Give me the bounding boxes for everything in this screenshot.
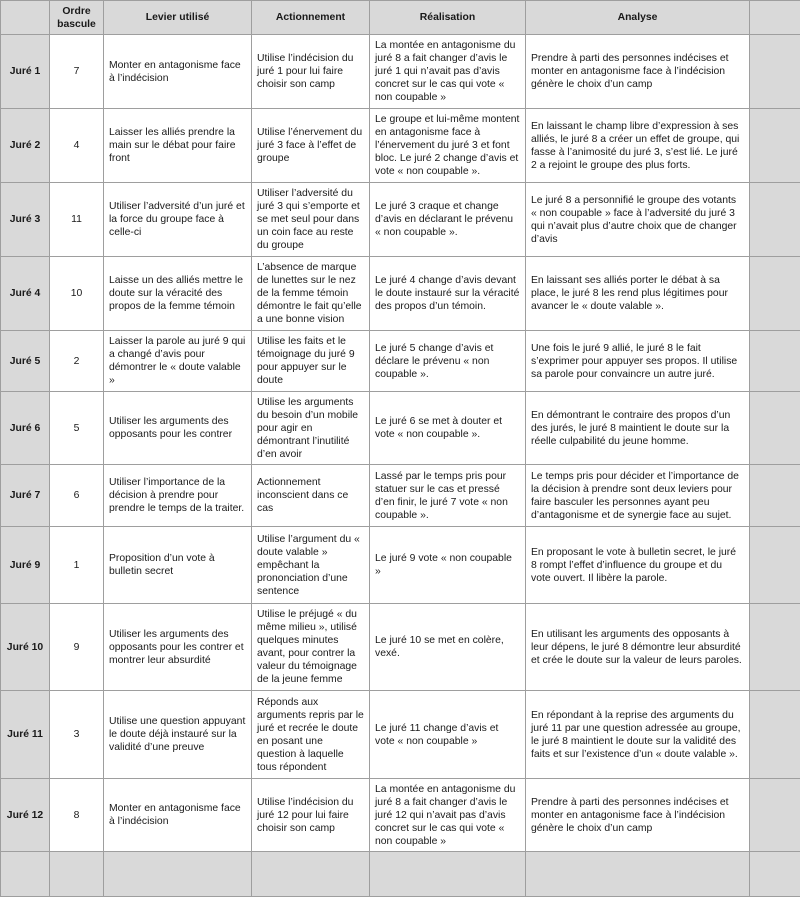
cell-levier: Utiliser l’importance de la décision à prendre pour prendre le temps de la traiter. (104, 465, 252, 527)
cell-ordre: 1 (50, 527, 104, 604)
table-row (1, 109, 800, 183)
cell-actionnement: Utilise le préjugé « du même milieu », utilisé quelques minutes avant, pour contrer la valeur du témoignage de la jeune femme (252, 604, 370, 691)
cell-extra (750, 109, 800, 183)
cell-extra (750, 691, 800, 779)
cell-analyse: Le temps pris pour décider et l’importance de la décision à prendre sont deux leviers pour faire basculer les personnes ayant peu d’antagonisme et de synergie face au sujet. (526, 465, 750, 527)
cell-analyse: Prendre à parti des personnes indécises et monter en antagonisme face à l’indécision génère le choix d’un camp (526, 35, 750, 109)
cell-analyse: En laissant ses alliés porter le débat à sa place, le juré 8 les rend plus légitimes pour avancer le « doute valable ». (526, 257, 750, 331)
cell-analyse: Prendre à parti des personnes indécises et monter en antagonisme face à l’indécision génère le choix d’un camp (526, 779, 750, 852)
cell-levier: Laisse un des alliés mettre le doute sur la véracité des propos de la femme témoin (104, 257, 252, 331)
empty-cell (750, 852, 800, 897)
cell-actionnement: Utilise les arguments du besoin d’un mobile pour agir en démontrant l’inutilité d’en avoir (252, 392, 370, 465)
cell-realisation: La montée en antagonisme du juré 8 a fait changer d’avis le juré 12 qui n’avait pas d’avis concret sur le cas qui vote « non coupable » (370, 779, 526, 852)
cell-levier: Utiliser l’adversité d’un juré et la force du groupe face à celle-ci (104, 183, 252, 257)
cell-ordre: 11 (50, 183, 104, 257)
table-row (1, 691, 800, 779)
cell-ordre: 9 (50, 604, 104, 691)
cell-realisation: Le juré 5 change d’avis et déclare le prévenu « non coupable ». (370, 331, 526, 392)
cell-levier: Monter en antagonisme face à l’indécision (104, 779, 252, 852)
cell-realisation: Le groupe et lui-même montent en antagonisme face à l’énervement du juré 3 et font bloc. Le juré 2 change d’avis et vote « non coupable ». (370, 109, 526, 183)
table-row (1, 465, 800, 527)
table-row (1, 604, 800, 691)
cell-levier: Laisser les alliés prendre la main sur le débat pour faire front (104, 109, 252, 183)
header-ordre: Ordre bascule (50, 1, 104, 35)
cell-actionnement: L’absence de marque de lunettes sur le nez de la femme témoin démontre le fait qu’elle a une bonne vision (252, 257, 370, 331)
cell-analyse: En répondant à la reprise des arguments du juré 11 par une question adressée au groupe, le juré 8 maintient le doute sur la validité des faits et sur l’existence d’un « doute valable ». (526, 691, 750, 779)
cell-levier: Utiliser les arguments des opposants pour les contrer (104, 392, 252, 465)
cell-levier: Utilise une question appuyant le doute déjà instauré sur la validité d’une preuve (104, 691, 252, 779)
corner-cell (1, 1, 50, 35)
cell-levier: Monter en antagonisme face à l’indécision (104, 35, 252, 109)
cell-extra (750, 779, 800, 852)
cell-actionnement: Utiliser l’adversité du juré 3 qui s’emporte et se met seul pour dans un coin face au reste du groupe (252, 183, 370, 257)
header-analyse: Analyse (526, 1, 750, 35)
cell-ordre: 5 (50, 392, 104, 465)
table-row (1, 527, 800, 604)
cell-realisation: Lassé par le temps pris pour statuer sur le cas et pressé d’en finir, le juré 7 vote « non coupable ». (370, 465, 526, 527)
row-label-jure: Juré 2 (1, 109, 50, 183)
cell-actionnement: Actionnement inconscient dans ce cas (252, 465, 370, 527)
cell-actionnement: Utilise l’indécision du juré 12 pour lui faire choisir son camp (252, 779, 370, 852)
row-label-jure: Juré 12 (1, 779, 50, 852)
cell-extra (750, 604, 800, 691)
row-label-jure: Juré 1 (1, 35, 50, 109)
cell-levier: Laisser la parole au juré 9 qui a changé d’avis pour démontrer le « doute valable » (104, 331, 252, 392)
table-row (1, 183, 800, 257)
header-realisation: Réalisation (370, 1, 526, 35)
cell-realisation: La montée en antagonisme du juré 8 a fait changer d’avis le juré 1 qui n’avait pas d’avis concret sur le cas qui vote « non coupable » (370, 35, 526, 109)
table-row (1, 257, 800, 331)
cell-extra (750, 35, 800, 109)
cell-analyse: En démontrant le contraire des propos d’un des jurés, le juré 8 maintient le doute sur la réelle culpabilité du jeune homme. (526, 392, 750, 465)
cell-ordre: 6 (50, 465, 104, 527)
cell-actionnement: Utilise l’indécision du juré 1 pour lui faire choisir son camp (252, 35, 370, 109)
empty-cell (252, 852, 370, 897)
cell-analyse: Le juré 8 a personnifié le groupe des votants « non coupable » face à l’adversité du juré 3 qui n’avait plus d’autre choix que de changer d’avis (526, 183, 750, 257)
table-row (1, 331, 800, 392)
table-row (1, 392, 800, 465)
cell-analyse: En proposant le vote à bulletin secret, le juré 8 rompt l’effet d’influence du groupe et du vote ouvert. Il libère la parole. (526, 527, 750, 604)
row-label-jure: Juré 4 (1, 257, 50, 331)
header-levier: Levier utilisé (104, 1, 252, 35)
cell-extra (750, 465, 800, 527)
cell-realisation: Le juré 3 craque et change d’avis en déclarant le prévenu « non coupable ». (370, 183, 526, 257)
cell-levier: Utiliser les arguments des opposants pour les contrer et montrer leur absurdité (104, 604, 252, 691)
cell-extra (750, 257, 800, 331)
cell-ordre: 3 (50, 691, 104, 779)
cell-ordre: 2 (50, 331, 104, 392)
cell-extra (750, 392, 800, 465)
cell-ordre: 10 (50, 257, 104, 331)
cell-realisation: Le juré 9 vote « non coupable » (370, 527, 526, 604)
cell-levier: Proposition d’un vote à bulletin secret (104, 527, 252, 604)
empty-cell (104, 852, 252, 897)
cell-analyse: En utilisant les arguments des opposants à leur dépens, le juré 8 démontre leur absurdité et crée le doute sur la valeur de leurs paroles. (526, 604, 750, 691)
row-label-jure: Juré 5 (1, 331, 50, 392)
cell-ordre: 8 (50, 779, 104, 852)
empty-cell (50, 852, 104, 897)
cell-realisation: Le juré 11 change d’avis et vote « non coupable » (370, 691, 526, 779)
cell-realisation: Le juré 6 se met à douter et vote « non coupable ». (370, 392, 526, 465)
cell-extra (750, 183, 800, 257)
row-label-jure: Juré 10 (1, 604, 50, 691)
cell-extra (750, 527, 800, 604)
cell-realisation: Le juré 10 se met en colère, vexé. (370, 604, 526, 691)
header-row (1, 1, 800, 35)
row-label-jure: Juré 7 (1, 465, 50, 527)
header-actionnement: Actionnement (252, 1, 370, 35)
cell-analyse: En laissant le champ libre d’expression à ses alliés, le juré 8 a créer un effet de groupe, qui fasse à l’animosité du juré 3, s’est lié. Le juré 2 a rejoint le groupe des plus forts. (526, 109, 750, 183)
cell-actionnement: Utilise les faits et le témoignage du juré 9 pour appuyer sur le doute (252, 331, 370, 392)
empty-row (1, 852, 800, 897)
cell-extra (750, 331, 800, 392)
empty-cell (370, 852, 526, 897)
empty-cell (526, 852, 750, 897)
table-row (1, 779, 800, 852)
cell-actionnement: Utilise l’argument du « doute valable » empêchant la prononciation d’une sentence (252, 527, 370, 604)
cell-analyse: Une fois le juré 9 allié, le juré 8 le fait s’exprimer pour appuyer ses propos. Il utilise sa parole pour convaincre un autre juré. (526, 331, 750, 392)
table-row (1, 35, 800, 109)
row-label-jure: Juré 9 (1, 527, 50, 604)
row-label-jure: Juré 3 (1, 183, 50, 257)
header-extra (750, 1, 800, 35)
cell-ordre: 4 (50, 109, 104, 183)
cell-realisation: Le juré 4 change d’avis devant le doute instauré sur la véracité des propos d’un témoin. (370, 257, 526, 331)
row-label-jure: Juré 6 (1, 392, 50, 465)
row-label-jure: Juré 11 (1, 691, 50, 779)
cell-ordre: 7 (50, 35, 104, 109)
empty-cell (1, 852, 50, 897)
cell-actionnement: Réponds aux arguments repris par le juré et recrée le doute en posant une question à laquelle tous répondent (252, 691, 370, 779)
cell-actionnement: Utilise l’énervement du juré 3 face à l’effet de groupe (252, 109, 370, 183)
